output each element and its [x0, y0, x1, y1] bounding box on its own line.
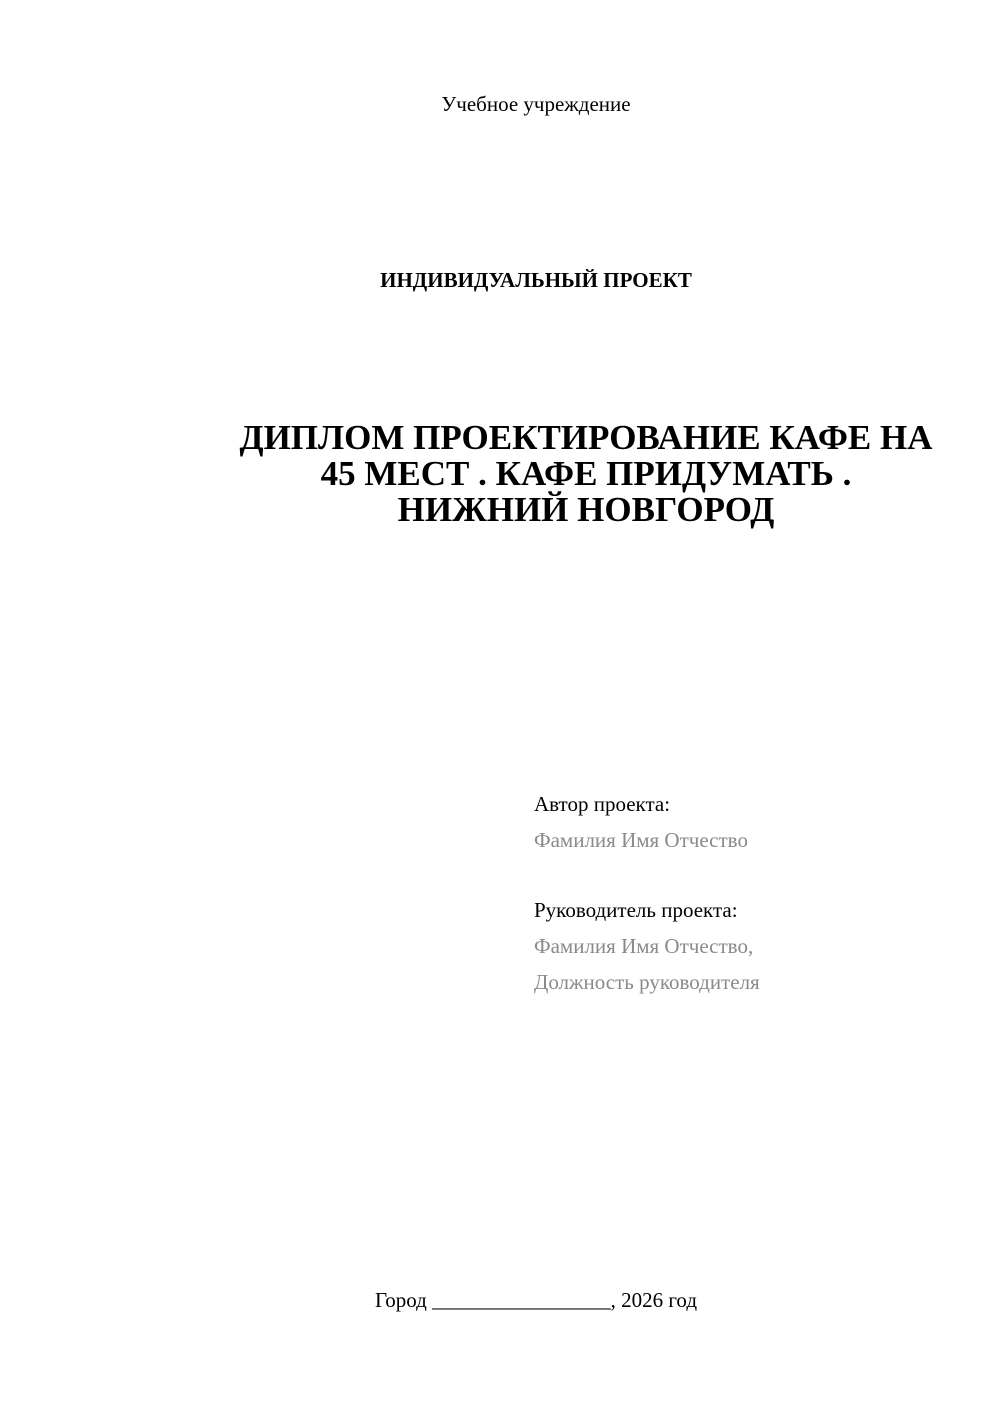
city-year-line: Город _________________, 2026 год: [374, 1288, 698, 1312]
supervisor-name-placeholder: Фамилия Имя Отчество,: [534, 934, 754, 958]
supervisor-position-placeholder: Должность руководителя: [534, 970, 760, 994]
project-title: [120, 420, 1000, 528]
project-title-line-3: НИЖНИЙ НОВГОРОД: [397, 490, 775, 529]
project-title-line-2: 45 МЕСТ . КАФЕ ПРИДУМАТЬ .: [320, 454, 852, 493]
supervisor-label: Руководитель проекта:: [534, 898, 738, 922]
author-block: [534, 786, 748, 858]
author-label: Автор проекта:: [534, 792, 671, 816]
supervisor-block: [534, 892, 760, 1000]
institution-name: Учебное учреждение: [441, 92, 631, 116]
author-name-placeholder: Фамилия Имя Отчество: [534, 828, 748, 852]
project-type-heading: ИНДИВИДУАЛЬНЫЙ ПРОЕКТ: [380, 268, 692, 292]
project-title-line-1: ДИПЛОМ ПРОЕКТИРОВАНИЕ КАФЕ НА: [239, 418, 933, 457]
